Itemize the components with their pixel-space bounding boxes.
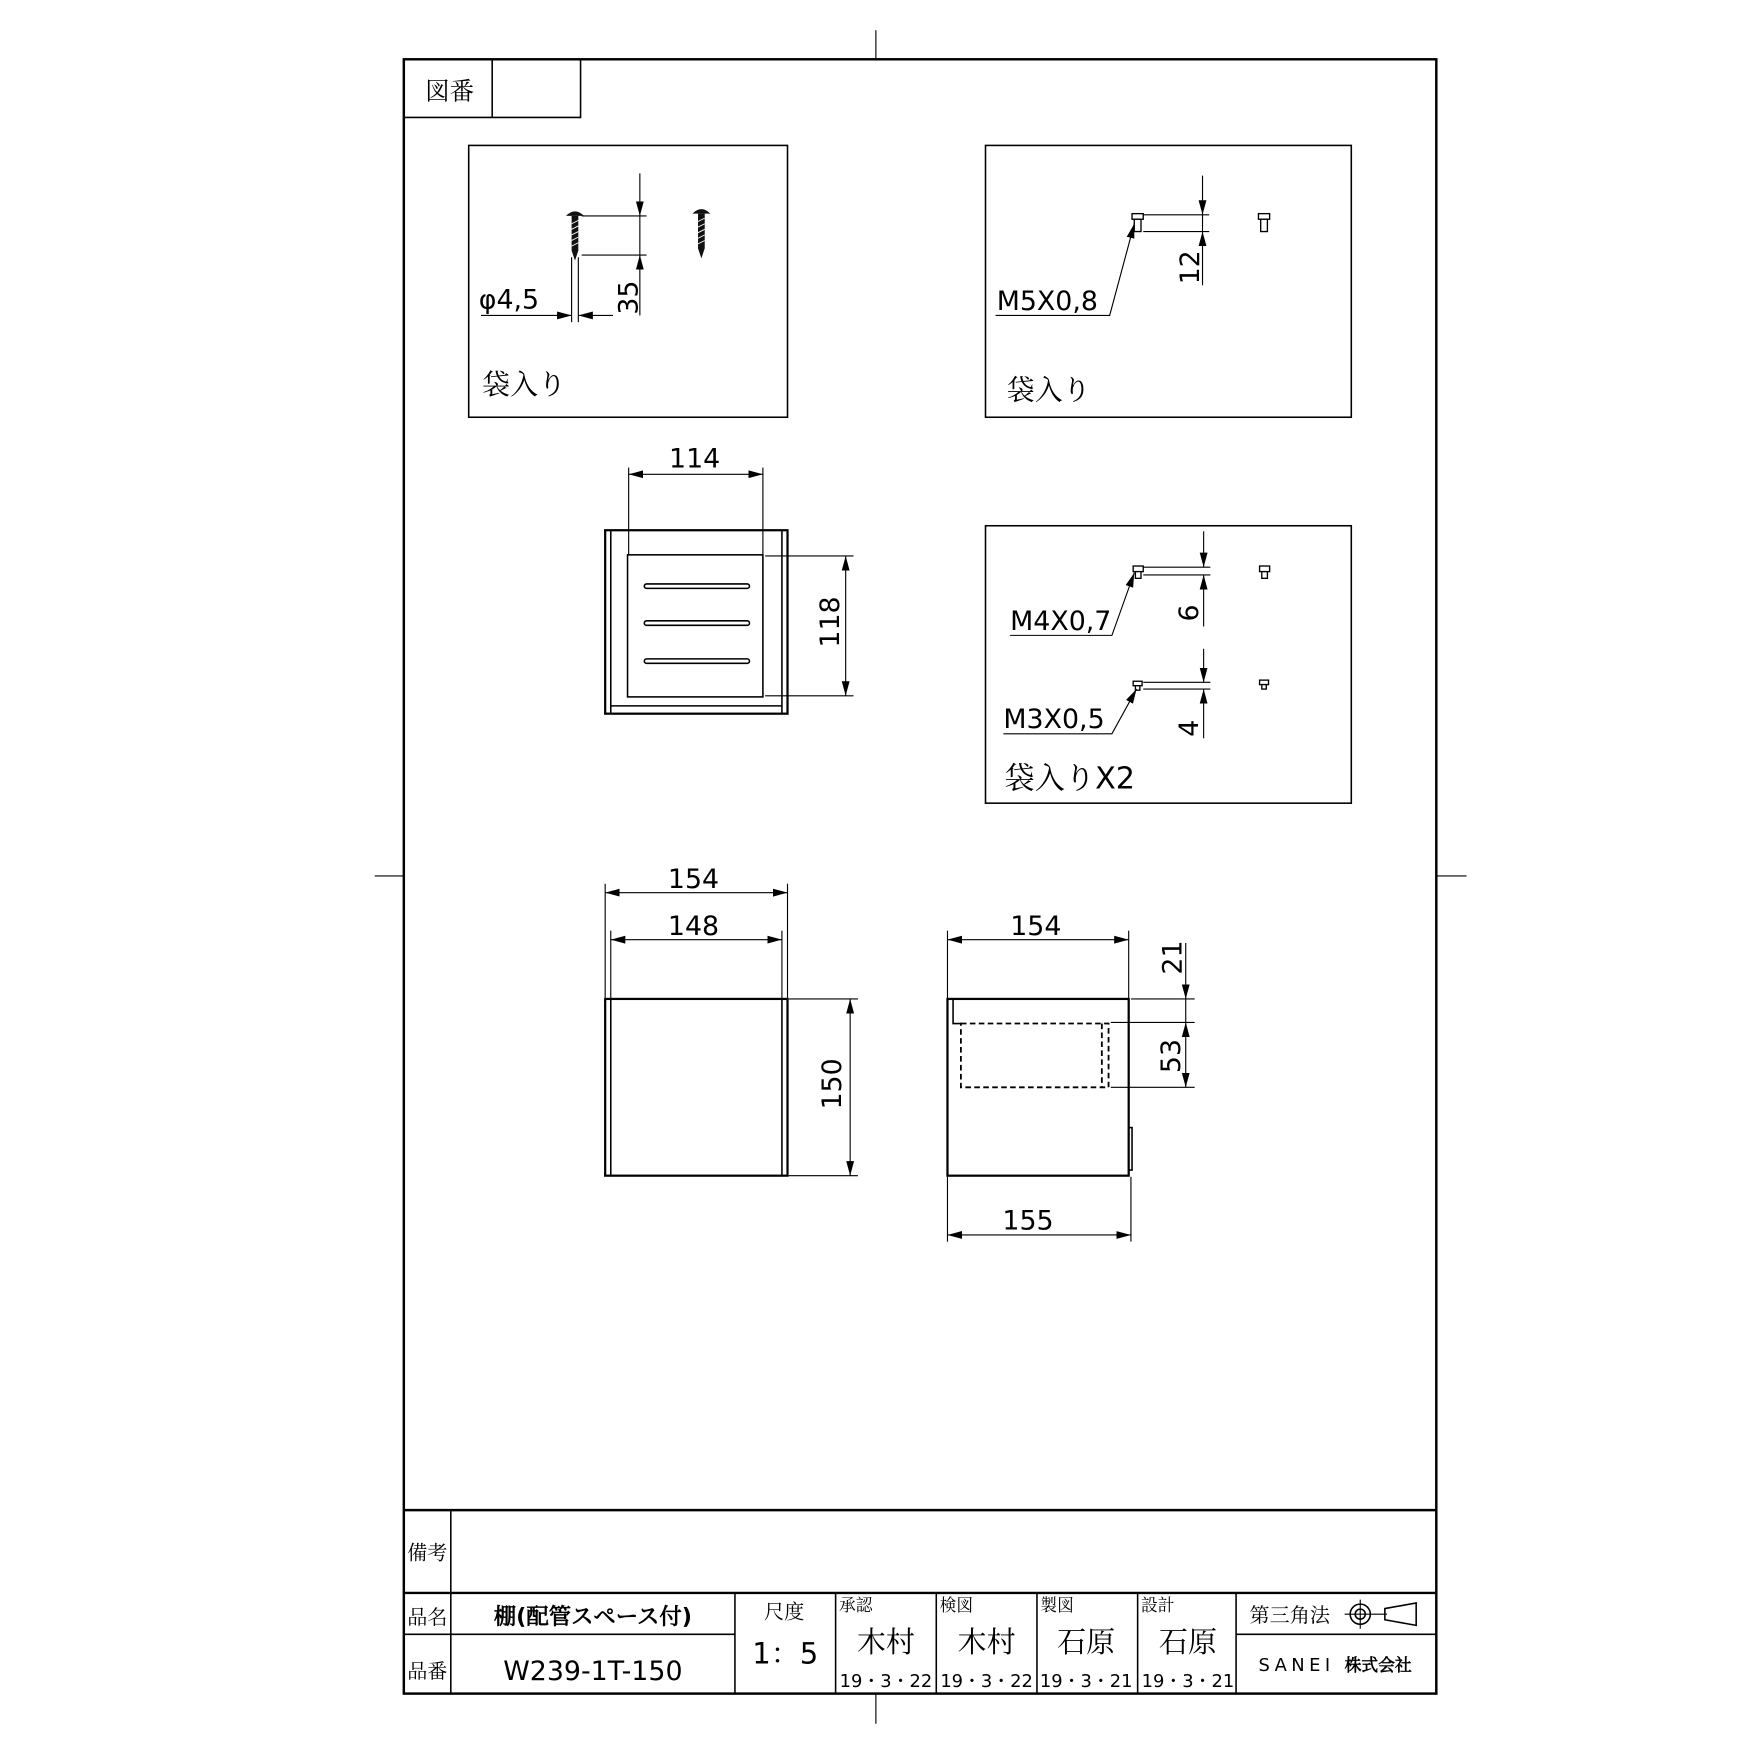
screw-head (1260, 566, 1270, 572)
machine-screw-icon (1132, 214, 1143, 232)
m3-length-label: 4 (1174, 719, 1206, 737)
approval-role: 承認 (838, 1594, 873, 1615)
m4-length-label: 6 (1174, 604, 1206, 622)
product-name: 棚(配管スペース付) (493, 1604, 692, 1631)
product-number: W239-1T-150 (503, 1656, 683, 1688)
inner-width-label: 148 (667, 911, 720, 943)
approval-name: 木村 (856, 1625, 916, 1660)
packaging-note: 袋入り (1006, 373, 1091, 407)
screw-length-label: 12 (1175, 250, 1207, 285)
scale-value: 1：5 (752, 1636, 819, 1671)
screw-diameter-label: φ4,5 (478, 284, 540, 316)
packaging-note: 袋入りX2 (1004, 761, 1135, 797)
approval-name: 石原 (1158, 1625, 1218, 1660)
drawing-number-label: 図番 (425, 76, 475, 106)
machine-screw-icon (1258, 214, 1269, 232)
m4-thread-label: M4X0,7 (1010, 605, 1112, 637)
opening-height-label: 53 (1156, 1038, 1188, 1074)
height-label: 150 (817, 1058, 849, 1110)
screw-head (1258, 214, 1269, 220)
top-offset-label: 21 (1157, 940, 1189, 975)
screw-shank (1262, 572, 1268, 579)
screw-shank (1262, 685, 1266, 689)
approval-date: 19・3・21 (1039, 1670, 1133, 1692)
projection-method-label: 第三角法 (1249, 1603, 1331, 1628)
width-label: 154 (1010, 911, 1062, 943)
approval-date: 19・3・22 (839, 1670, 933, 1692)
screw-shank (1134, 219, 1141, 231)
overall-width-label: 154 (667, 864, 720, 896)
approval-role: 検図 (939, 1594, 974, 1615)
approval-name: 石原 (1057, 1625, 1116, 1660)
product-number-label: 品番 (407, 1658, 448, 1683)
company-name: SANEI (1258, 1655, 1335, 1677)
tray-height-label: 118 (814, 596, 846, 648)
screw-head (1132, 214, 1143, 220)
approval-date: 19・3・21 (1141, 1670, 1235, 1692)
screw-shank (1135, 572, 1141, 579)
remarks-label: 備考 (407, 1540, 448, 1565)
approval-role: 製図 (1040, 1594, 1074, 1615)
bottom-width-label: 155 (1002, 1205, 1054, 1237)
approval-date: 19・3・22 (940, 1670, 1033, 1692)
packaging-note: 袋入り (482, 367, 567, 401)
screw-head (1133, 566, 1143, 572)
scale-label: 尺度 (764, 1599, 805, 1624)
thread-spec-label: M5X0,8 (996, 285, 1098, 317)
screw-length-label: 35 (613, 280, 645, 315)
m3-thread-label: M3X0,5 (1003, 704, 1105, 736)
product-name-label: 品名 (407, 1605, 448, 1630)
screw-shank (1261, 219, 1268, 231)
approval-name: 木村 (957, 1625, 1016, 1660)
approval-role: 設計 (1140, 1594, 1175, 1615)
tray-width-label: 114 (669, 443, 721, 475)
company-suffix: 株式会社 (1344, 1655, 1412, 1676)
